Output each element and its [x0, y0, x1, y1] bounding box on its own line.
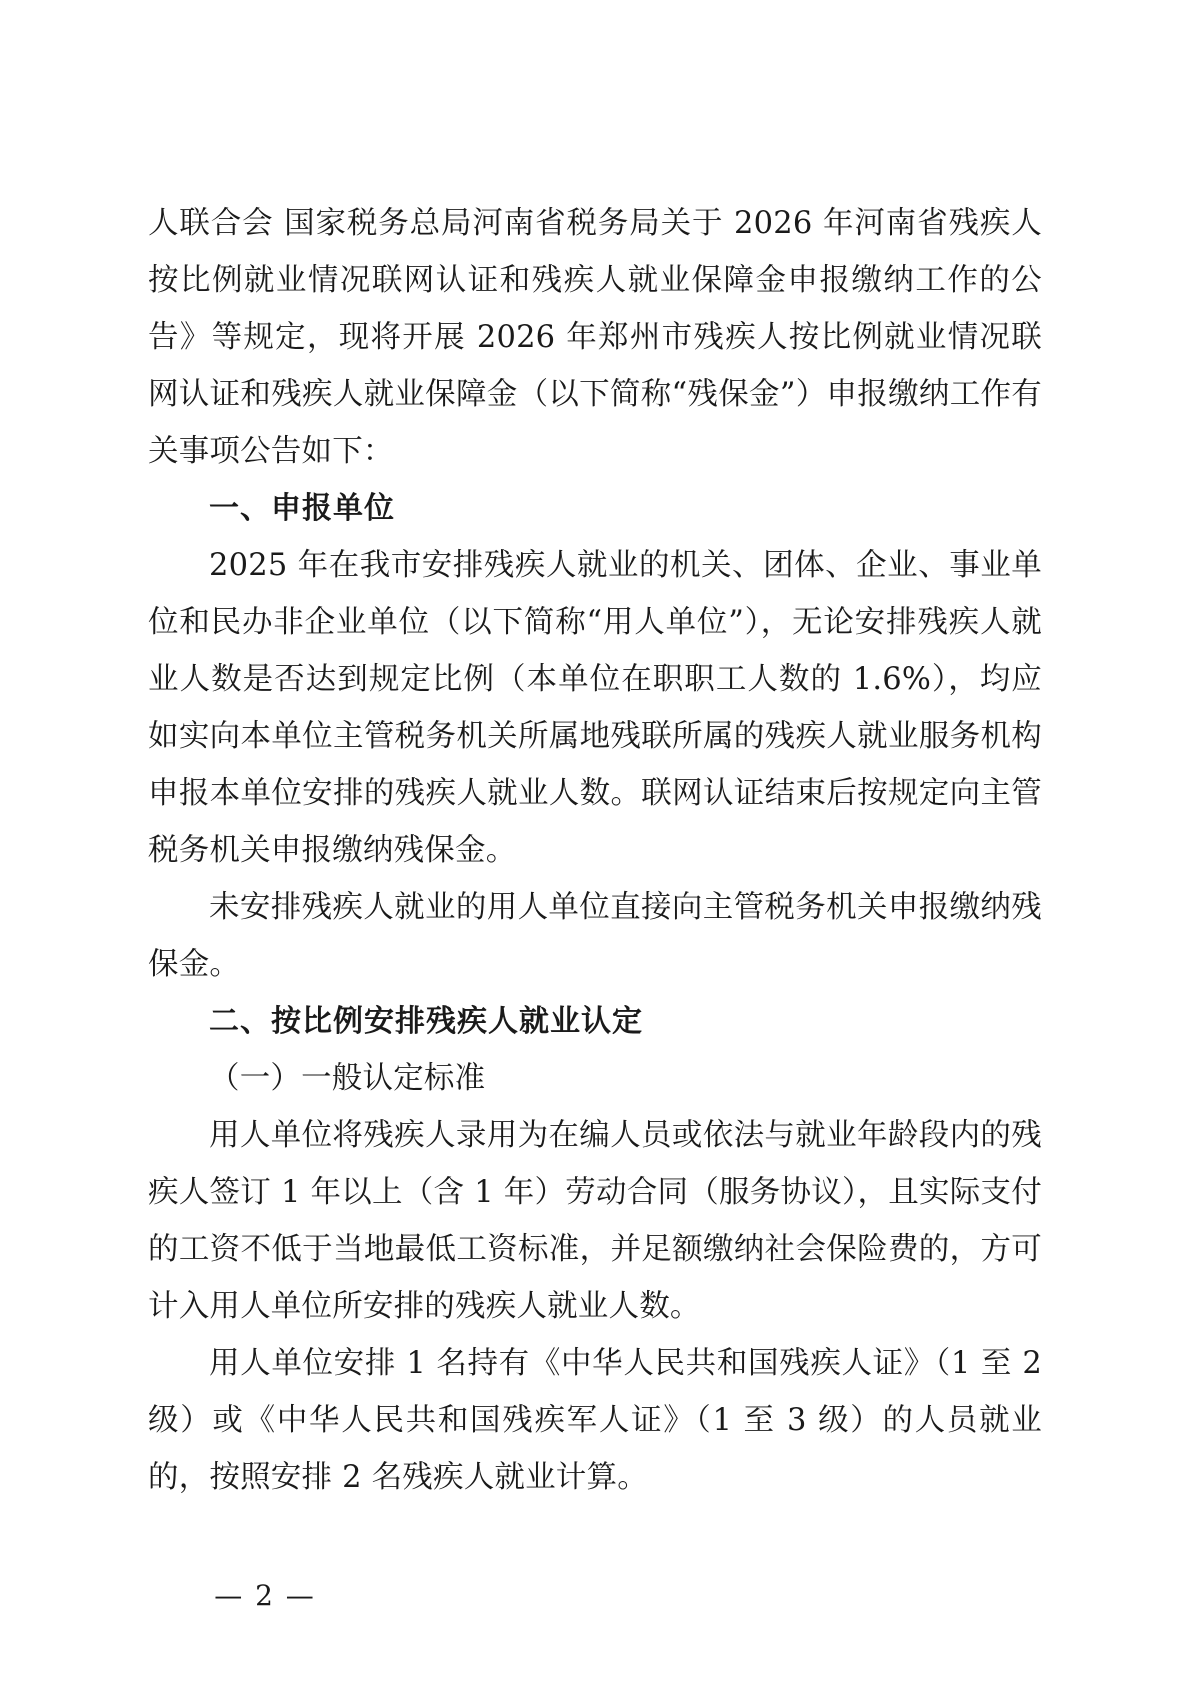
- page-footer: [0, 1579, 1190, 1612]
- paragraph-employment-criteria: 用人单位将残疾人录用为在编人员或依法与就业年龄段内的残疾人签订 1 年以上（含 1 年）劳动合同（服务协议），且实际支付的工资不低于当地最低工资标准，并足额缴纳社会保险费的，方可计入用人单位所安排的残疾人就业人数。: [148, 1118, 1042, 1324]
- heading-section-one: 一、申报单位: [209, 491, 395, 526]
- page-number: — 2 —: [214, 1579, 316, 1612]
- subheading-general-standard: （一）一般认定标准: [209, 1061, 486, 1096]
- paragraph-declaring-units: 2025 年在我市安排残疾人就业的机关、团体、企业、事业单位和民办非企业单位（以下简称“用人单位”），无论安排残疾人就业人数是否达到规定比例（本单位在职职工人数的 1.6%），均应如实向本单位主管税务机关所属地残联所属的残疾人就业服务机构申报本单位安排的残疾人就业人数。联网认证结束后按规定向主管税务机关申报缴纳残保金。: [148, 548, 1042, 868]
- paragraph-double-count-rule: 用人单位安排 1 名持有《中华人民共和国残疾人证》（1 至 2 级）或《中华人民共和国残疾军人证》（1 至 3 级）的人员就业的，按照安排 2 名残疾人就业计算。: [148, 1346, 1042, 1495]
- paragraph-no-arrangement-units: 未安排残疾人就业的用人单位直接向主管税务机关申报缴纳残保金。: [148, 890, 1042, 982]
- heading-section-two: 二、按比例安排残疾人就业认定: [209, 1004, 643, 1039]
- paragraph-intro: 人联合会 国家税务总局河南省税务局关于 2026 年河南省残疾人按比例就业情况联网认证和残疾人就业保障金申报缴纳工作的公告》等规定，现将开展 2026 年郑州市残疾人按比例就业情况联网认证和残疾人就业保障金（以下简称“残保金”）申报缴纳工作有关事项公告如下：: [148, 206, 1042, 469]
